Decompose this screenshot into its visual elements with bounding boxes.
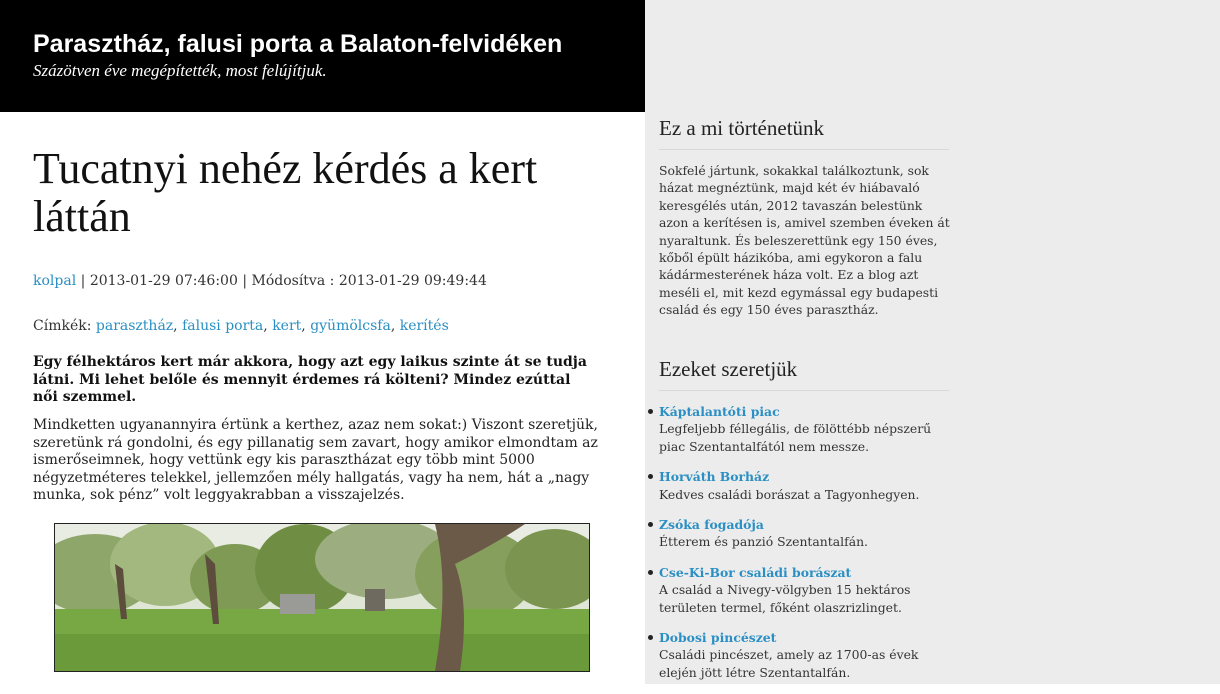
- tag-link[interactable]: kerítés: [399, 318, 449, 334]
- favorite-link[interactable]: Zsóka fogadója: [659, 517, 764, 533]
- modified-label: Módosítva :: [251, 273, 335, 289]
- list-item: [659, 564, 959, 616]
- post-meta: [33, 273, 487, 289]
- sidebar: [645, 0, 1220, 684]
- favorite-desc: A család a Nivegy-völgyben 15 hektáros területen termel, főként olaszrizlinget.: [659, 582, 911, 615]
- favorite-desc: Étterem és panzió Szentantalfán.: [659, 534, 868, 550]
- site-header: [0, 0, 645, 112]
- site-subtitle: Százötven éve megépítették, most felújítjuk.: [33, 61, 327, 80]
- post-title: Tucatnyi nehéz kérdés a kert láttán: [33, 144, 538, 241]
- story-heading: Ez a mi történetünk: [659, 116, 949, 150]
- story-text: Sokfelé jártunk, sokakkal találkoztunk, sok házat megnéztünk, majd két év hiábavaló keresgélés után, 2012 tavaszán belestünk azon a kerítésen is, amivel szemben éveken át nyaraltunk. És beleszerettünk egy 150 éves, kőből épült házikóba, ami egykoron a falu kádármesterének háza volt. Ez a blog azt meséli el, mit kezd egymással egy budapesti család és egy 150 éves parasztház.: [659, 163, 950, 318]
- post-date: 2013-01-29 07:46:00: [89, 273, 238, 289]
- favorite-desc: Legfeljebb féllegális, de fölöttébb népszerű piac Szentantalfától nem messze.: [659, 421, 932, 454]
- favorite-desc: Kedves családi borászat a Tagyonhegyen.: [659, 486, 920, 502]
- author-link[interactable]: kolpal: [33, 273, 77, 289]
- list-item: [659, 516, 959, 551]
- favorites-heading: Ezeket szeretjük: [659, 357, 949, 391]
- list-item: [659, 403, 959, 455]
- favorite-link[interactable]: Cse-Ki-Bor családi borászat: [659, 564, 852, 580]
- favorite-link[interactable]: Káptalantóti piac: [659, 404, 780, 419]
- post-lead: Egy félhektáros kert már akkora, hogy azt egy laikus szinte át se tudja látni. Mi lehet belőle és mennyit érdemes rá költeni? Mindez ezúttal női szemmel.: [33, 354, 587, 405]
- modified-date: 2013-01-29 09:49:44: [338, 273, 487, 289]
- tag-link[interactable]: falusi porta: [182, 318, 264, 334]
- favorites-list: [659, 403, 959, 694]
- garden-photo-image: [55, 524, 589, 671]
- favorite-link[interactable]: Dobosi pincészet: [659, 630, 777, 646]
- tag-link[interactable]: gyümölcsfa: [310, 318, 391, 334]
- meta-separator: |: [242, 273, 248, 289]
- garden-photo: [54, 523, 590, 672]
- list-item: [659, 468, 959, 503]
- site-title[interactable]: Parasztház, falusi porta a Balaton-felvidéken: [33, 30, 563, 58]
- meta-separator: |: [80, 273, 86, 289]
- favorite-desc: Családi pincészet, amely az 1700-as évek elején jött létre Szentantalfán.: [659, 647, 919, 680]
- tag-link[interactable]: kert: [272, 318, 302, 334]
- post-tags: Címkék: parasztház, falusi porta, kert, gyümölcsfa, kerítés: [33, 318, 449, 334]
- tags-label: Címkék:: [33, 318, 92, 334]
- favorite-link[interactable]: Horváth Borház: [659, 469, 770, 485]
- tag-link[interactable]: parasztház: [95, 318, 174, 334]
- post-body: Mindketten ugyanannyira értünk a kerthez, azaz nem sokat:) Viszont szeretjük, szeretünk rá gondolni, és egy pillanatig sem zavart, hogy amikor elmondtam az ismerőseimnek, hogy vettünk egy kis parasztházat egy több mint 5000 négyzetméteres telekkel, jellemzően mély hallgatás, vagy ha nem, hát a „nagy munka, sok pénz” volt leggyakrabban a visszajelzés.: [33, 417, 598, 503]
- list-item: [659, 629, 959, 681]
